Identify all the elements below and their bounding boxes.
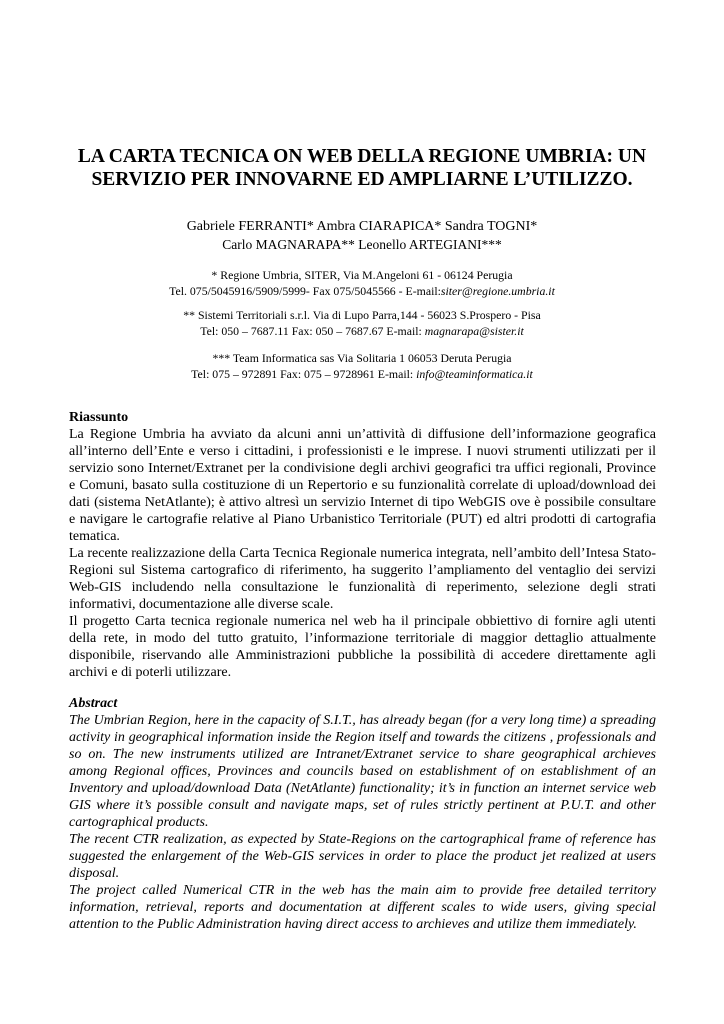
affiliation-phone-fax: Tel. 075/5045916/5909/5999- Fax 075/5045566 - E-mail: <box>169 284 441 298</box>
riassunto-paragraph-2: La recente realizzazione della Carta Tecnica Regionale numerica integrata, nell’ambito dell’Intesa Stato-Regioni sul Sistema cartografico di riferimento, ha suggerito l’ampliamento del ventaglio dei servizi Web-GIS includendo nella consultazione le funzionalità di reperimento, selezione degli strati informativi, documentazione alle diverse scale. <box>69 546 656 612</box>
affiliation-3 <box>40 350 684 382</box>
affiliation-address: *** Team Informatica sas Via Solitaria 1 06053 Deruta Perugia <box>212 351 512 365</box>
affiliation-1 <box>40 267 684 299</box>
paper-title <box>40 145 684 191</box>
affiliation-address: ** Sistemi Territoriali s.r.l. Via di Lupo Parra,144 - 56023 S.Prospero - Pisa <box>183 308 541 322</box>
riassunto-section <box>69 409 656 681</box>
affiliation-2 <box>40 307 684 339</box>
paper-title-line-1: LA CARTA TECNICA ON WEB DELLA REGIONE UMBRIA: UN <box>77 146 647 167</box>
paper-title-line-2: SERVIZIO PER INNOVARNE ED AMPLIARNE L’UTILIZZO. <box>91 169 633 190</box>
affiliation-email: siter@regione.umbria.it <box>440 284 555 298</box>
abstract-heading: Abstract <box>69 696 118 711</box>
author-line-2: Carlo MAGNARAPA** Leonello ARTEGIANI*** <box>222 237 502 252</box>
affiliation-address: * Regione Umbria, SITER, Via M.Angeloni 61 - 06124 Perugia <box>211 268 513 282</box>
affiliation-phone-fax: Tel: 050 – 7687.11 Fax: 050 – 7687.67 E-mail: <box>200 324 425 338</box>
affiliation-email: info@teaminformatica.it <box>416 367 533 381</box>
affiliation-phone-fax: Tel: 075 – 972891 Fax: 075 – 9728961 E-mail: <box>191 367 417 381</box>
abstract-paragraph-1: The Umbrian Region, here in the capacity of S.I.T., has already began (for a very long time) a spreading activity in geographical information inside the Region itself and towards the citizens , professionals and so on. The new instruments utilized are Intranet/Extranet service to share geographical archieves among Regional offices, Provinces and councils based on establishment of on establishment of an Inventory and upload/download Data (NetAtlante) functionality; it’s in function an internet service web GIS where it’s possible consult and navigate maps, set of rules strictly pertinent at P.U.T. and other cartographical products. <box>69 713 656 830</box>
riassunto-paragraph-3: Il progetto Carta tecnica regionale numerica nel web ha il principale obbiettivo di fornire agli utenti della rete, in modo del tutto gratuito, l’informazione territoriale di maggior dettaglio attualmente disponibile, riservando alle Amministrazioni pubbliche la possibilità di accedere direttamente agli archivi e di poterli utilizzare. <box>69 614 656 680</box>
affiliation-contact <box>40 323 684 339</box>
riassunto-paragraph-1: La Regione Umbria ha avviato da alcuni anni un’attività di diffusione dell’informazione geografica all’interno dell’Ente e verso i cittadini, i professionisti e le imprese. I nuovi strumenti utilizzati per il servizio sono Internet/Extranet per la condivisione degli archivi geografici tra uffici regionali, Province e Comuni, basato sulla costituzione di un Repertorio e su funzionalità correlate di upload/download dei dati (sistema NetAtlante); è attivo altresì un servizio Internet di tipo WebGIS ove è possibile consultare e navigare le cartografie relative al Piano Urbanistico Territoriale (PUT) ed altri prodotti di cartografia tematica. <box>69 427 656 544</box>
author-list <box>40 218 684 254</box>
author-line-1: Gabriele FERRANTI* Ambra CIARAPICA* Sandra TOGNI* <box>186 219 538 234</box>
riassunto-heading: Riassunto <box>69 410 129 425</box>
abstract-section <box>69 695 656 933</box>
affiliation-contact <box>40 283 684 299</box>
affiliation-email: magnarapa@sister.it <box>424 324 524 338</box>
abstract-paragraph-2: The recent CTR realization, as expected by State-Regions on the cartographical frame of reference has suggested the enlargement of the Web-GIS services in order to place the product jet realized at users disposal. <box>69 832 656 881</box>
affiliation-contact <box>40 366 684 382</box>
abstract-paragraph-3: The project called Numerical CTR in the web has the main aim to provide free detailed territory information, retrieval, reports and documentation at different scales to wide users, giving special attention to the Public Administration having direct access to archieves and utilize them immediately. <box>69 883 656 932</box>
